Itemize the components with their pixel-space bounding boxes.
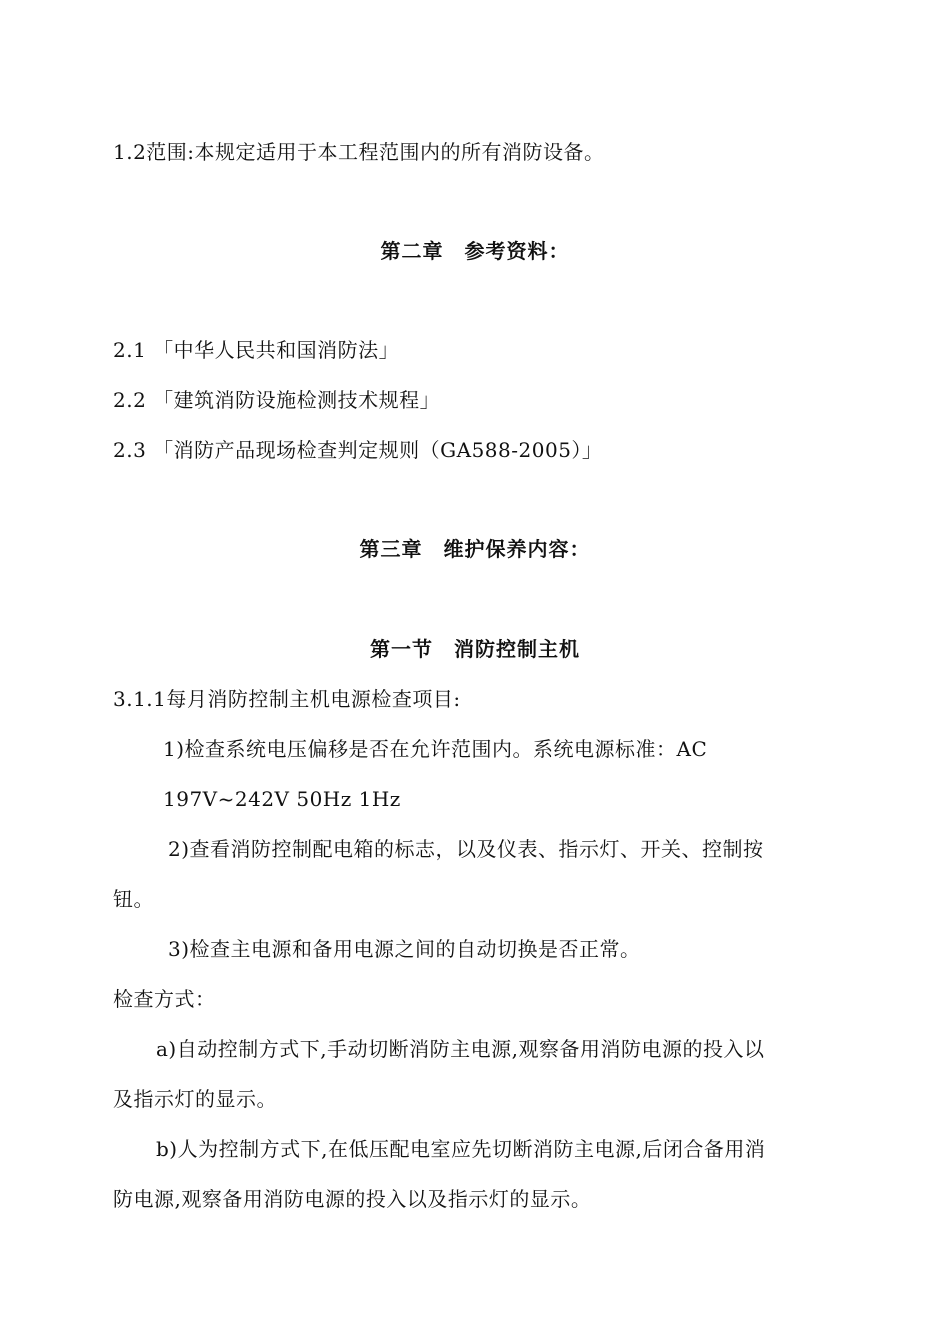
method-b-line-1: b)人为控制方式下,在低压配电室应先切断消防主电源,后闭合备用消 bbox=[156, 1137, 766, 1161]
method-title: 检查方式： bbox=[113, 987, 216, 1011]
check-3: 3)检查主电源和备用电源之间的自动切换是否正常。 bbox=[168, 937, 641, 961]
section-1-heading: 第一节 消防控制主机 bbox=[370, 637, 580, 661]
reference-item-3: 2.3 「消防产品现场检查判定规则（GA588-2005）」 bbox=[113, 438, 603, 462]
check-1-line-1: 1)检查系统电压偏移是否在允许范围内。系统电源标准：AC bbox=[163, 737, 708, 761]
reference-item-1: 2.1 「中华人民共和国消防法」 bbox=[113, 338, 400, 362]
check-1-line-2: 197V~242V 50Hz 1Hz bbox=[163, 787, 401, 811]
method-a-line-2: 及指示灯的显示。 bbox=[113, 1087, 277, 1111]
chapter-2-heading: 第二章 参考资料： bbox=[380, 239, 570, 263]
scope-paragraph: 1.2范围:本规定适用于本工程范围内的所有消防设备。 bbox=[113, 140, 605, 164]
reference-item-2: 2.2 「建筑消防设施检测技术规程」 bbox=[113, 388, 441, 412]
method-a-line-1: a)自动控制方式下,手动切断消防主电源,观察备用消防电源的投入以 bbox=[156, 1037, 765, 1061]
method-b-line-2: 防电源,观察备用消防电源的投入以及指示灯的显示。 bbox=[113, 1187, 592, 1211]
item-3-1-1: 3.1.1每月消防控制主机电源检查项目: bbox=[113, 687, 461, 711]
check-2-line-1: 2)查看消防控制配电箱的标志，以及仪表、指示灯、开关、控制按 bbox=[168, 837, 764, 861]
check-2-line-2: 钮。 bbox=[113, 887, 154, 911]
chapter-3-heading: 第三章 维护保养内容： bbox=[359, 537, 591, 561]
